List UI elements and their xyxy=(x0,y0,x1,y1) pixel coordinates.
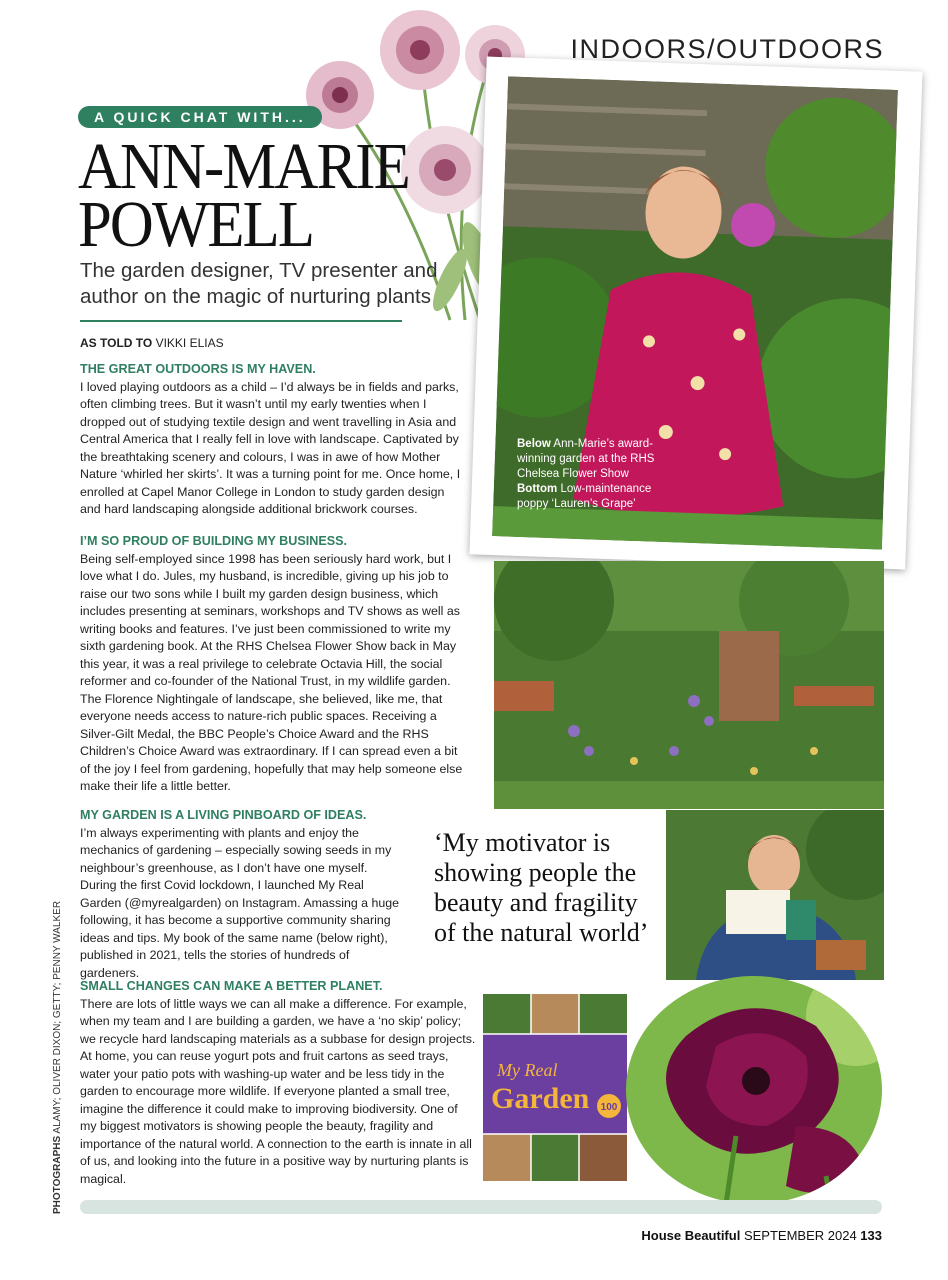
bottom-bar xyxy=(80,1200,882,1214)
credit-label: PHOTOGRAPHS xyxy=(52,1135,63,1214)
folio-issue: SEPTEMBER 2024 xyxy=(743,1228,857,1243)
poppy-laurens-grape-photo xyxy=(626,976,882,1204)
award-portrait-photo xyxy=(666,810,884,980)
section-3 xyxy=(80,807,402,982)
my-real-garden-book-cover xyxy=(483,994,627,1181)
section-heading: SMALL CHANGES CAN MAKE A BETTER PLANET. xyxy=(80,979,383,993)
section-text: I loved playing outdoors as a child – I’d always be in fields and parks, often climbing trees. But it wasn’t until my early twenties when I dropped out of studying textile design and went travelling in Asia and Central America that I really fell in love with landscape. Captivated by the breathtaking scenery and colours, I was in awe of how Mother Nature ‘whirled her skirts’. It was a turning point for me. Once home, I enrolled at Capel Manor College in London to study garden design and hard landscaping alongside additional brickwork courses. xyxy=(80,379,461,516)
section-heading: I’M SO PROUD OF BUILDING MY BUSINESS. xyxy=(80,534,348,548)
folio-page: 133 xyxy=(860,1228,882,1243)
section-text: There are lots of little ways we can all make a difference. For example, when my team and I are building a garden, we have a ‘no skip’ policy; we recycle hard landscaping materials as a subbase for design projects. At home, you can reuse yogurt pots and fruit cartons as seed trays, water your patio pots with washing-up water and be less tidy in the garden to encourage more wildlife. If everyone planted a small tree, imagine the difference it could make to improving biodiversity. One of my biggest motivators is showing people the beauty, fragility and importance of the natural world. A connection to the earth is innate in all of us, and looking into the future in a positive way by nurturing plants is magical. xyxy=(80,996,476,1186)
photo-caption xyxy=(517,437,657,512)
section-heading: THE GREAT OUTDOORS IS MY HAVEN. xyxy=(80,362,316,376)
standfirst: The garden designer, TV presenter and author on the magic of nurturing plants xyxy=(80,259,438,308)
section-4 xyxy=(80,978,476,1188)
caption-text-2: Low-maintenance poppy ‘Lauren’s Grape’ xyxy=(517,483,652,510)
kicker-pill: A QUICK CHAT WITH... xyxy=(78,106,322,128)
name-line-2: POWELL xyxy=(78,188,314,261)
photo-credit xyxy=(52,901,63,1214)
caption-label-bottom: Bottom xyxy=(517,483,558,495)
caption-text-1: Ann-Marie’s award-winning garden at the RHS Chelsea Flower Show xyxy=(517,438,655,480)
section-1 xyxy=(80,361,468,519)
green-rule xyxy=(80,320,402,322)
byline-label: AS TOLD TO xyxy=(80,336,153,350)
book-title-line-2: Garden xyxy=(491,1082,590,1115)
section-label: INDOORS/OUTDOORS xyxy=(570,34,884,64)
byline xyxy=(80,336,224,350)
section-text: Being self-employed since 1998 has been seriously hard work, but I love what I do. Jules, my husband, is incredible, giving up his job to raise our two sons while I built my garden design business, which includes presenting at seminars, workshops and TV shows as well as writing books and features. I’ve just been commissioned to write my sixth gardening book. At the RHS Chelsea Flower Show back in May this year, it was a real privilege to celebrate Octavia Hill, the social reformer and co-founder of the National Trust, in my wildlife garden. The Florence Nightingale of landscape, she believed, like me, that everyone needs access to nature-rich public spaces. Receiving a Silver-Gilt Medal, the BBC People’s Choice Award and the RHS Children’s Choice Award was extraordinary. If I can spread even a bit of the joy I feel from gardening, hopefully that may help someone else make their life a little better. xyxy=(80,551,463,793)
book-title-line-1: My Real xyxy=(497,1060,558,1080)
interviewee-name xyxy=(78,130,464,261)
pull-quote: ‘My motivator is showing people the beauty and fragility of the natural world’ xyxy=(434,828,649,947)
chelsea-garden-photo xyxy=(494,561,884,809)
byline-author: VIKKI ELIAS xyxy=(155,336,224,350)
section-text: I’m always experimenting with plants and enjoy the mechanics of gardening – especially sowing seeds in my neighbour’s greenhouse, as I don’t have one myself. During the first Covid lockdown, I launched My Real Garden (@myrealgarden) on Instagram. Amassing a huge following, it has become a supportive community sharing ideas and tips. My book of the same name (below right), published in 2021, tells the stories of hundreds of gardeners. xyxy=(80,825,400,980)
caption-label-below: Below xyxy=(517,438,551,450)
folio xyxy=(641,1228,882,1243)
section-2 xyxy=(80,533,468,796)
name-line-1: ANN-MARIE xyxy=(78,130,409,203)
credit-text: ALAMY; OLIVER DIXON; GETTY; PENNY WALKER xyxy=(52,900,63,1136)
section-heading: MY GARDEN IS A LIVING PINBOARD OF IDEAS. xyxy=(80,808,367,822)
folio-magazine: House Beautiful xyxy=(641,1228,741,1243)
book-badge: 100 xyxy=(600,1102,618,1113)
